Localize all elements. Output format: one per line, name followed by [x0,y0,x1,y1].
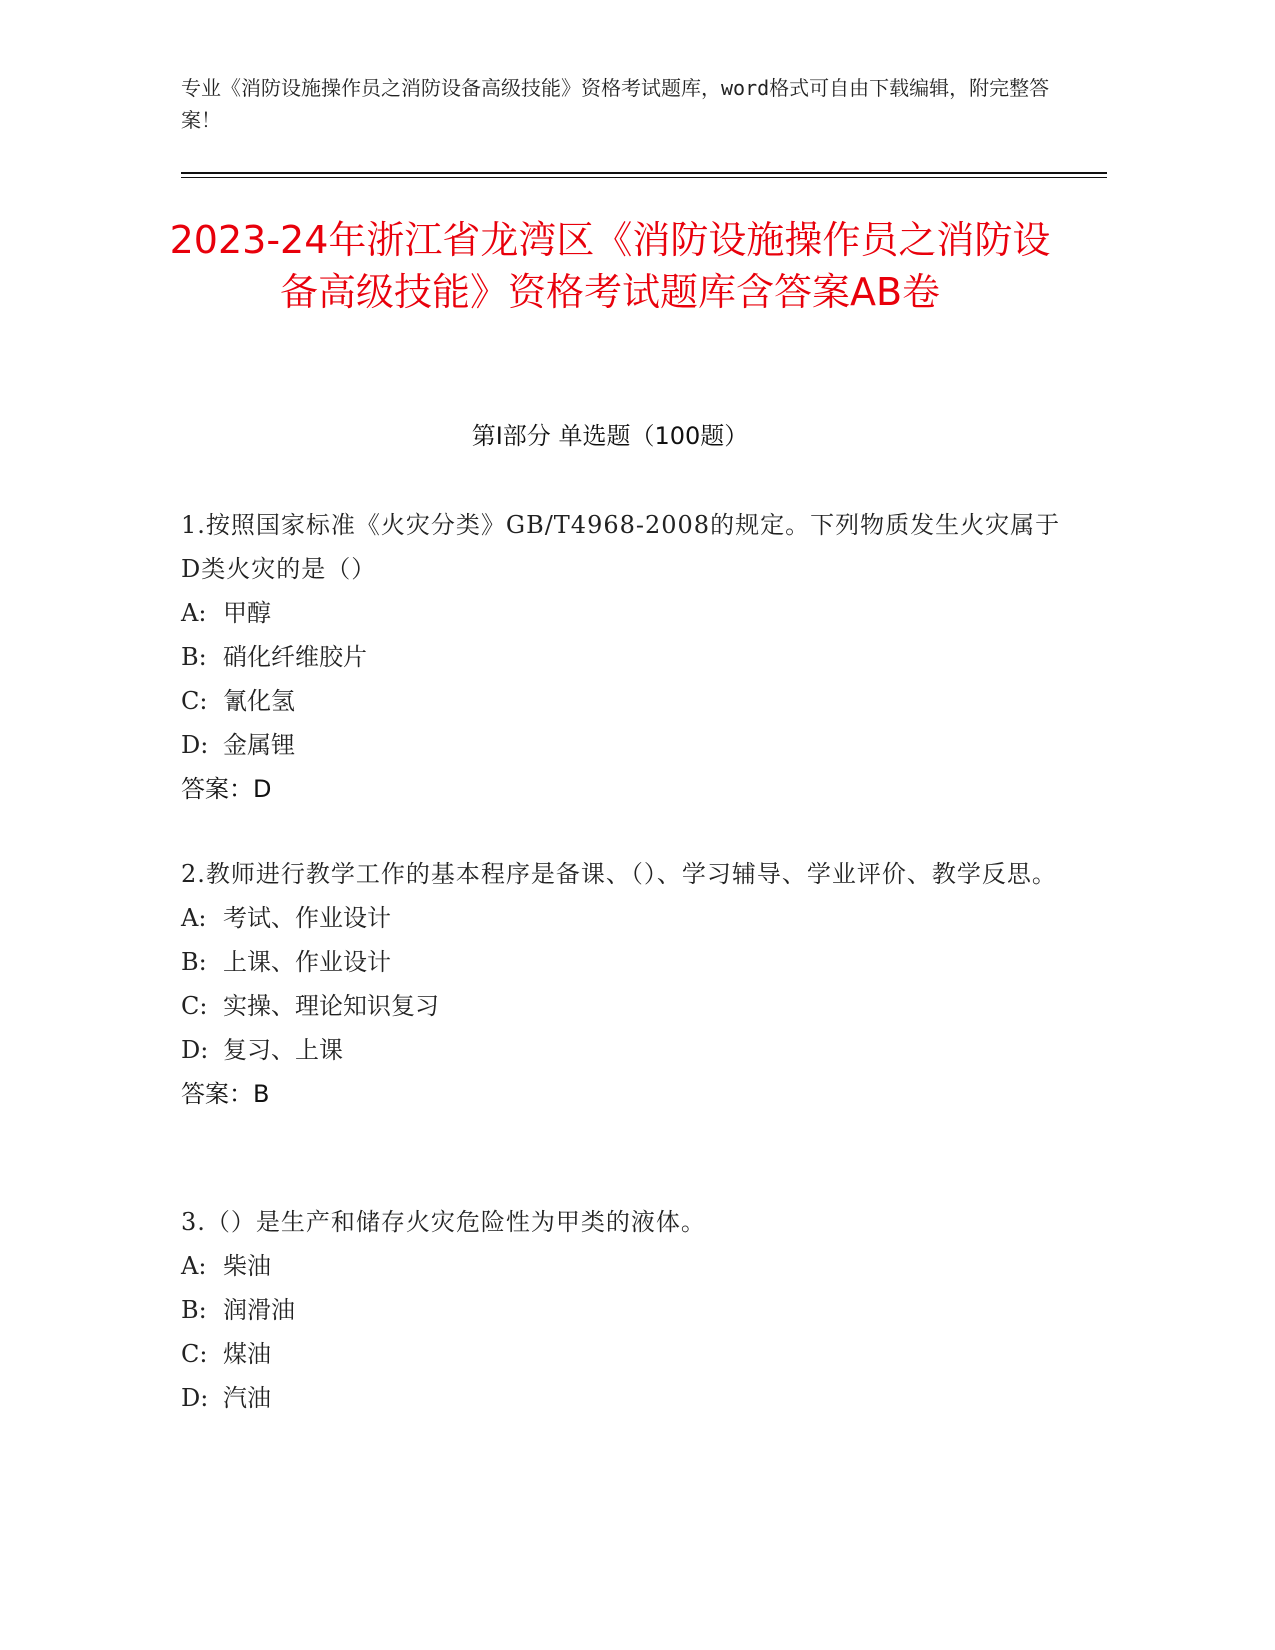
option-text: 考试、作业设计 [223,904,391,932]
option-text: 润滑油 [223,1296,295,1324]
option-c [181,1332,1061,1376]
question-stem: 3.（）是生产和储存火灾危险性为甲类的液体。 [181,1208,706,1236]
option-b [181,1288,1061,1332]
option-text: 煤油 [223,1340,271,1368]
option-letter: C: [181,992,208,1020]
answer-line: 答案：B [181,1080,270,1108]
option-letter: A: [181,904,207,932]
option-d [181,723,1061,767]
header-divider-thick [181,172,1107,174]
option-letter: D: [181,1384,209,1412]
option-letter: C: [181,1340,208,1368]
option-text: 汽油 [223,1384,271,1412]
option-text: 硝化纤维胶片 [223,643,367,671]
section-heading: 第Ⅰ部分 单选题（100题） [471,422,749,450]
option-c [181,679,1061,723]
option-letter: A: [181,599,207,627]
option-text: 氰化氢 [223,687,295,715]
option-text: 柴油 [223,1252,271,1280]
option-letter: C: [181,687,208,715]
option-letter: A: [181,1252,207,1280]
option-d [181,1028,1061,1072]
header-divider-thin [181,177,1107,178]
header-note: 专业《消防设施操作员之消防设备高级技能》资格考试题库，word格式可自由下载编辑，附完整答案！ [181,76,1050,132]
answer-line: 答案：D [181,775,272,803]
question-3 [181,1200,1061,1420]
option-b [181,635,1061,679]
option-c [181,984,1061,1028]
option-a [181,896,1061,940]
option-d [181,1376,1061,1420]
option-letter: D: [181,1036,209,1064]
option-a [181,591,1061,635]
option-text: 上课、作业设计 [223,948,391,976]
question-1 [181,503,1061,811]
option-text: 甲醇 [223,599,271,627]
option-letter: B: [181,643,207,671]
question-2 [181,852,1061,1116]
question-stem: 1.按照国家标准《火灾分类》GB/T4968-2008的规定。下列物质发生火灾属于D类火灾的是（） [181,511,1061,583]
option-letter: B: [181,948,207,976]
option-letter: B: [181,1296,207,1324]
document-title: 2023-24年浙江省龙湾区《消防设施操作员之消防设备高级技能》资格考试题库含答案AB卷 [169,218,1051,314]
option-letter: D: [181,731,209,759]
option-text: 实操、理论知识复习 [223,992,439,1020]
question-stem: 2.教师进行教学工作的基本程序是备课、（）、学习辅导、学业评价、教学反思。 [181,860,1057,888]
option-text: 金属锂 [223,731,295,759]
option-b [181,940,1061,984]
option-text: 复习、上课 [223,1036,343,1064]
option-a [181,1244,1061,1288]
